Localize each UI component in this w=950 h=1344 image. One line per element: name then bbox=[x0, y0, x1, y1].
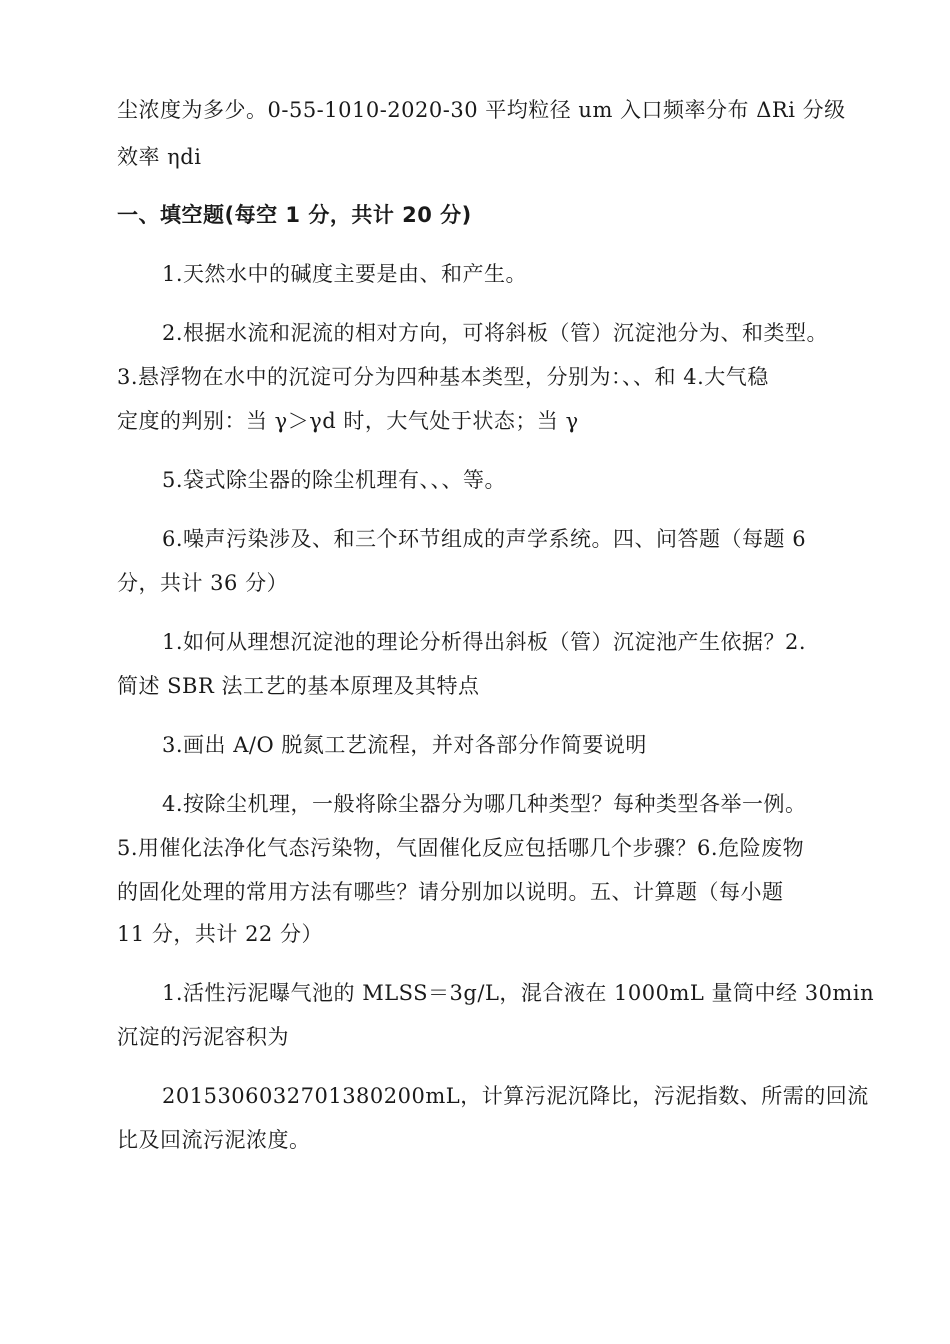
text-line: 沉淀的污泥容积为 bbox=[117, 1025, 289, 1049]
text-line: 3.悬浮物在水中的沉淀可分为四种基本类型，分别为：、、和 4.大气稳 bbox=[117, 365, 769, 389]
text-line: 4.按除尘机理，一般将除尘器分为哪几种类型？每种类型各举一例。 bbox=[162, 792, 807, 816]
text-line: 效率 ηdi bbox=[117, 145, 202, 169]
text-line: 5.用催化法净化气态污染物，气固催化反应包括哪几个步骤？6.危险废物 bbox=[117, 836, 805, 860]
text-line: 5.袋式除尘器的除尘机理有、、、等。 bbox=[162, 468, 507, 492]
text-line: 201530603270138020​0mL，计算污泥沉降比，污泥指数、所需的回流 bbox=[162, 1084, 869, 1108]
text-line: 1.如何从理想沉淀池的理论分析得出斜板（管）沉淀池产生依据？2. bbox=[162, 630, 807, 654]
text-line: 定度的判别：当 γ＞γd 时，大气处于状态；当 γ bbox=[117, 409, 579, 433]
text-line: 比及回流污泥浓度。 bbox=[117, 1128, 311, 1152]
text-line: 的固化处理的常用方法有哪些？请分别加以说明。五、计算题（每小题 bbox=[117, 880, 784, 904]
text-line: 1.天然水中的碱度主要是由、和产生。 bbox=[162, 262, 528, 286]
text-line: 分，共计 36 分） bbox=[117, 571, 289, 595]
text-line: 6.噪声污染涉及、和三个环节组成的声学系统。四、问答题（每题 6 bbox=[162, 527, 807, 551]
text-line: 尘浓度为多少。0-55-1010-2020-30 平均粒径 um 入口频率分布 ΔRi 分级 bbox=[117, 98, 846, 122]
text-line: 11 分，共计 22 分） bbox=[117, 922, 323, 946]
text-line: 2.根据水流和泥流的相对方向，可将斜板（管）沉淀池分为、和类型。 bbox=[162, 321, 829, 345]
text-line: 1.活性污泥曝气池的 MLSS＝3g/L，混合液在 1000mL 量筒中经 30min bbox=[162, 981, 875, 1005]
text-line: 简述 SBR 法工艺的基本原理及其特点 bbox=[117, 674, 480, 698]
section-heading: 一、填空题(每空 1 分，共计 20 分) bbox=[117, 203, 472, 227]
text-line: 3.画出 A/O 脱氮工艺流程，并对各部分作简要说明 bbox=[162, 733, 647, 757]
